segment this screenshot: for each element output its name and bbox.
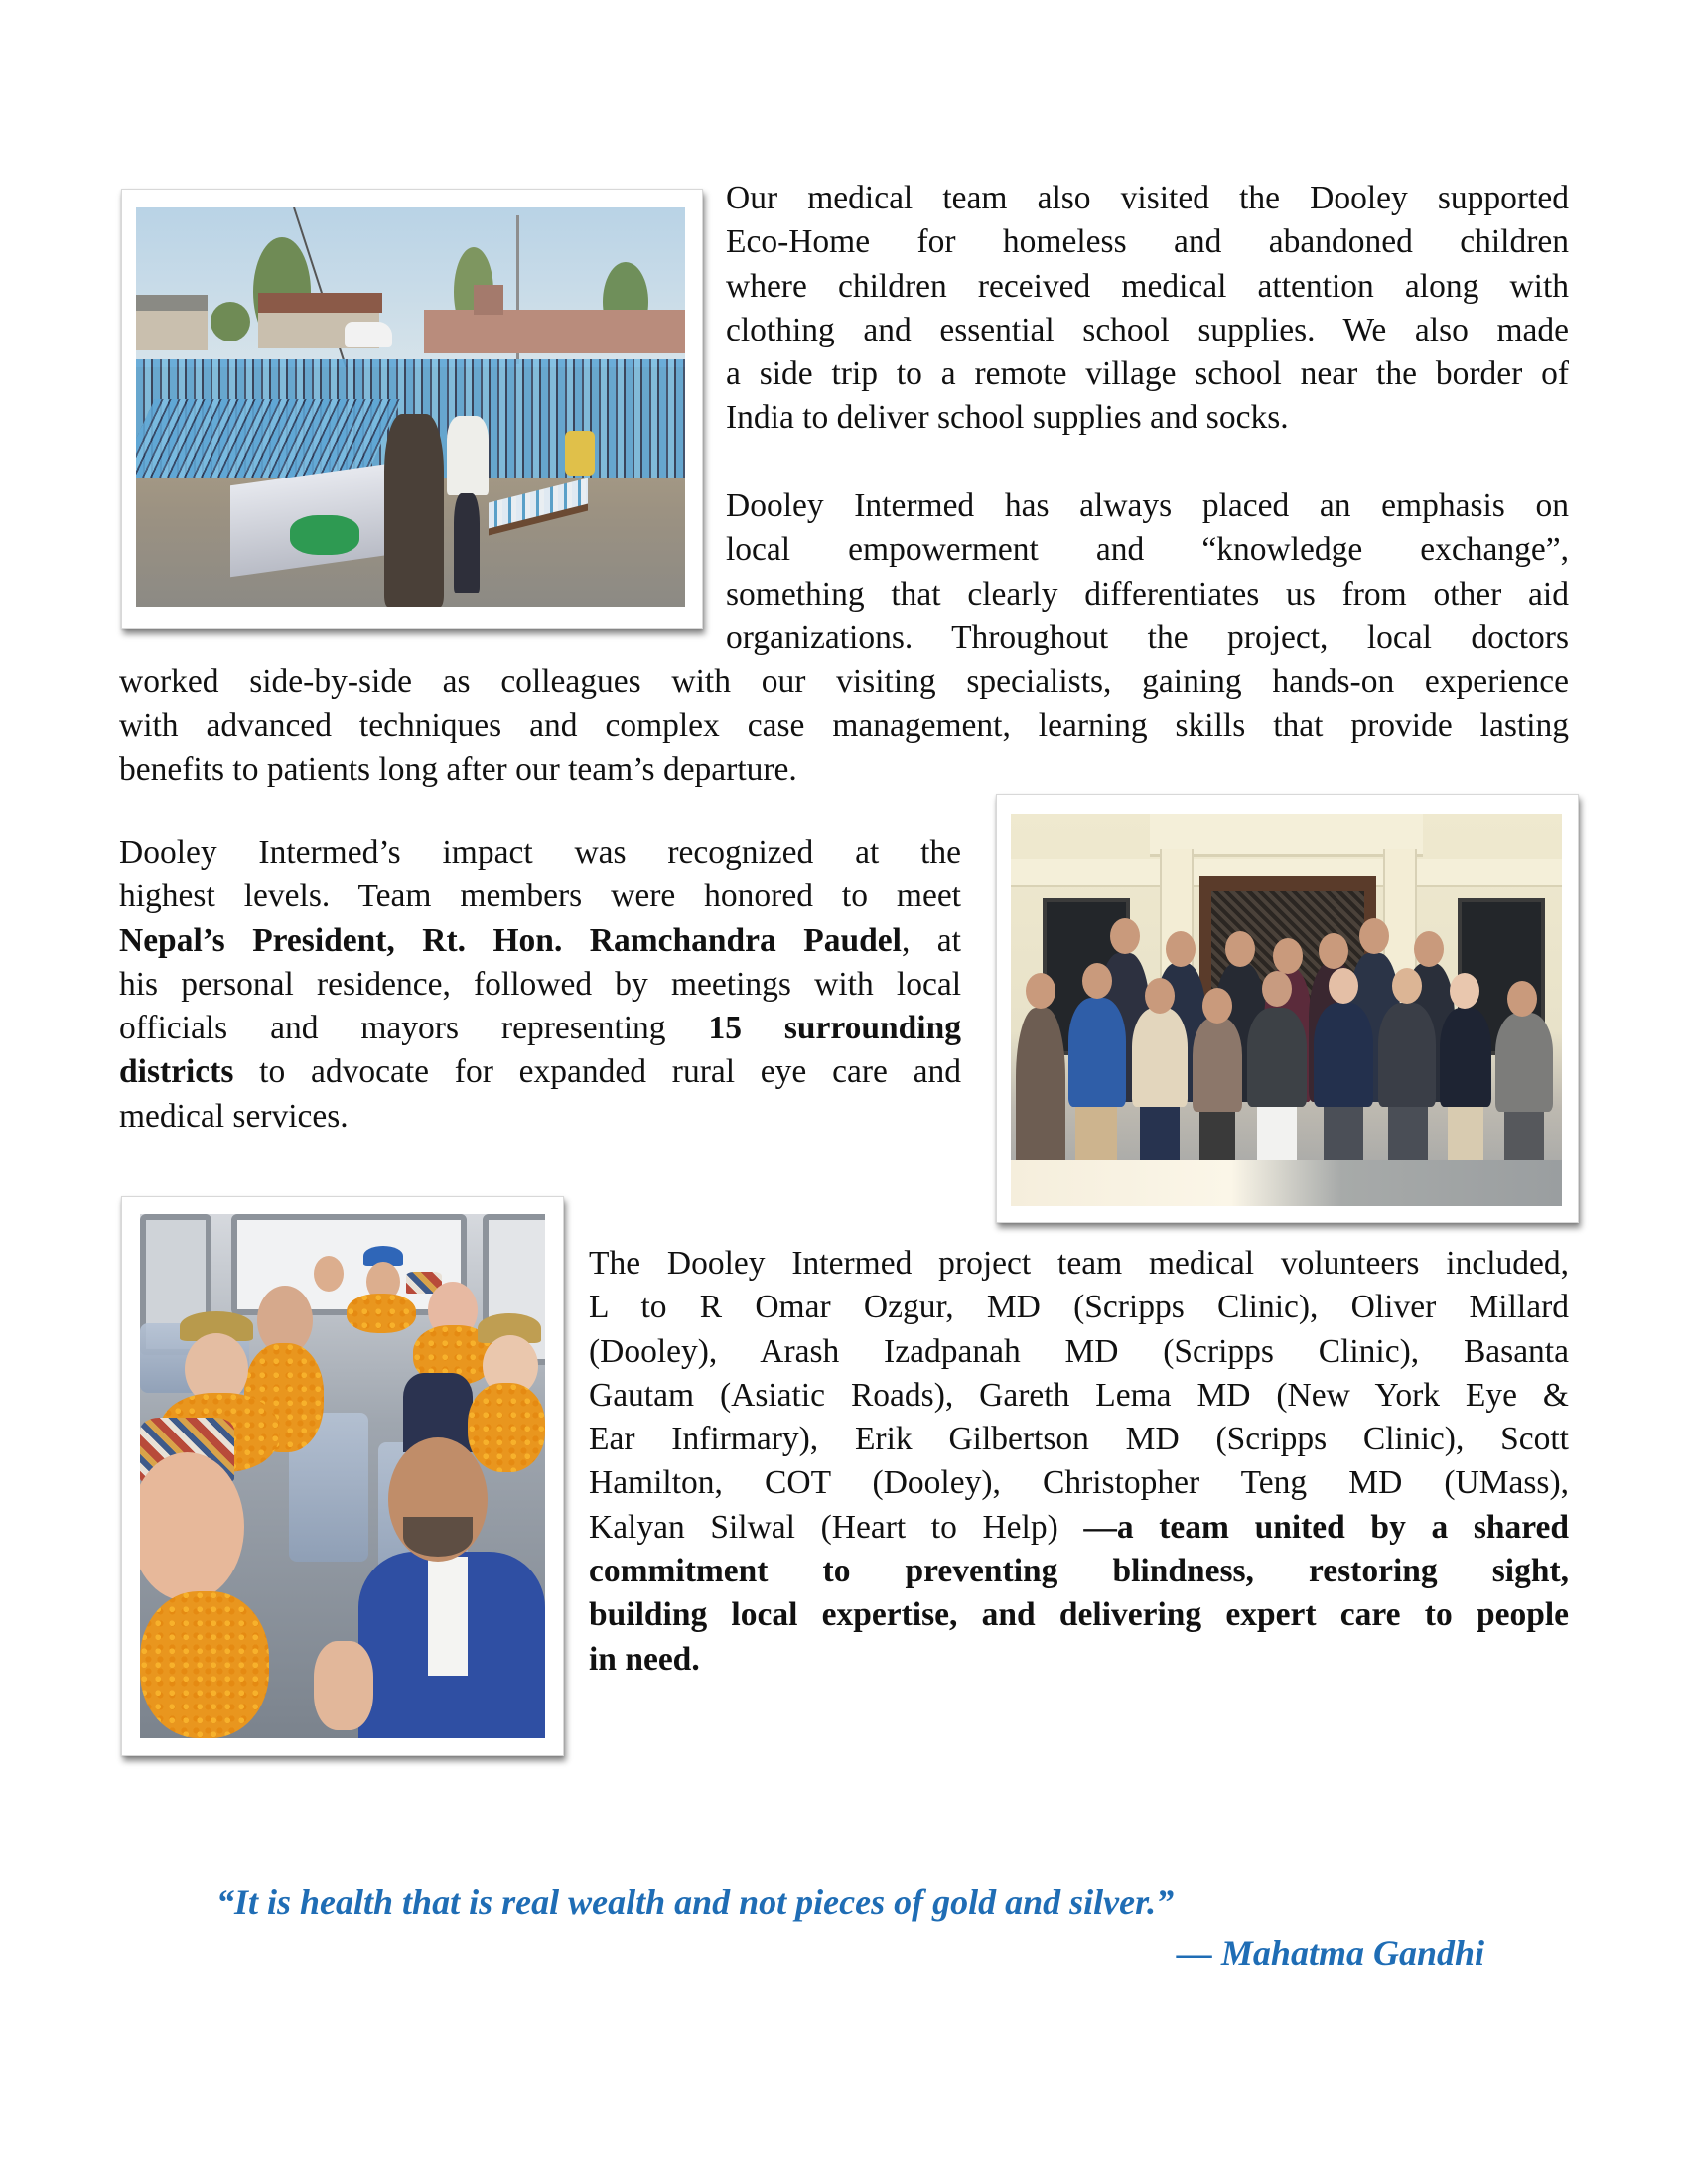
text-line: something that clearly differentiates us from other aid xyxy=(726,575,1569,613)
paragraph-recognition xyxy=(119,831,961,1139)
text-line: where children received medical attention along with xyxy=(726,267,1569,305)
text-line: Ear Infirmary), Erik Gilbertson MD (Scripps Clinic), Scott xyxy=(589,1421,1569,1458)
text-line: Our medical team also visited the Dooley supported xyxy=(726,180,1569,216)
text-line: L to R Omar Ozgur, MD (Scripps Clinic), Oliver Millard xyxy=(589,1289,1569,1326)
quote-attribution: — Mahatma Gandhi xyxy=(1176,1933,1484,1973)
text-fragment: to advocate for expanded rural eye care and xyxy=(233,1053,961,1091)
text-line: with advanced techniques and complex case management, learning skills that provide lasting xyxy=(119,707,1569,745)
text-fragment: officials and mayors representing xyxy=(119,1010,709,1047)
text-line: Gautam (Asiatic Roads), Gareth Lema MD (New York Eye & xyxy=(589,1376,1569,1414)
text-line: local empowerment and “knowledge exchange”, xyxy=(726,531,1569,569)
photo-bus-selfie xyxy=(140,1214,545,1738)
team-mission-bold: in need. xyxy=(589,1640,700,1678)
text-line xyxy=(119,1050,961,1094)
text-line: his personal residence, followed by meetings with local xyxy=(119,965,961,1003)
photo-frame-school xyxy=(121,189,703,629)
text-line: benefits to patients long after our team’s departure. xyxy=(119,751,797,788)
text-line: clothing and essential school supplies. We also made xyxy=(726,311,1569,348)
districts-word: districts xyxy=(119,1053,234,1091)
text-line: medical services. xyxy=(119,1097,349,1135)
team-mission-bold: commitment to preventing blindness, restoring sight, xyxy=(589,1553,1569,1590)
paragraph-knowledge-exchange-cont xyxy=(119,660,1569,792)
president-name: Nepal’s President, Rt. Hon. Ramchandra Paudel xyxy=(119,921,902,959)
text-line: Dooley Intermed has always placed an emphasis on xyxy=(726,487,1569,524)
paragraph-knowledge-exchange xyxy=(726,484,1569,660)
photo-frame-president xyxy=(996,794,1579,1223)
text-line: organizations. Throughout the project, local doctors xyxy=(726,618,1569,656)
text-line: The Dooley Intermed project team medical volunteers included, xyxy=(589,1245,1569,1282)
districts-count: 15 surrounding xyxy=(708,1010,961,1047)
team-mission-bold: building local expertise, and delivering expert care to people xyxy=(589,1596,1569,1634)
text-fragment: Kalyan Silwal (Heart to Help) xyxy=(589,1508,1084,1546)
text-line: India to deliver school supplies and socks. xyxy=(726,399,1289,437)
text-line xyxy=(119,1007,961,1050)
paragraph-team xyxy=(589,1242,1569,1682)
text-fragment: , at xyxy=(901,921,961,959)
team-mission-bold: —a team united by a shared xyxy=(1083,1508,1569,1546)
text-line: (Dooley), Arash Izadpanah MD (Scripps Clinic), Basanta xyxy=(589,1332,1569,1370)
text-line: Eco-Home for homeless and abandoned children xyxy=(726,223,1569,261)
text-line: worked side-by-side as colleagues with our visiting specialists, gaining hands-on experience xyxy=(119,663,1569,700)
text-line: highest levels. Team members were honored to meet xyxy=(119,878,961,915)
text-line: a side trip to a remote village school near the border of xyxy=(726,355,1569,393)
photo-school-distribution xyxy=(136,207,685,607)
gandhi-quote: “It is health that is real wealth and not pieces of gold and silver.” xyxy=(216,1882,1175,1922)
photo-president-meeting xyxy=(1011,814,1562,1206)
text-line: Hamilton, COT (Dooley), Christopher Teng MD (UMass), xyxy=(589,1464,1569,1502)
text-line: Dooley Intermed’s impact was recognized at the xyxy=(119,834,961,871)
paragraph-eco-home xyxy=(726,177,1569,441)
text-line xyxy=(589,1506,1569,1550)
photo-frame-bus xyxy=(121,1196,564,1756)
text-line xyxy=(119,919,961,963)
